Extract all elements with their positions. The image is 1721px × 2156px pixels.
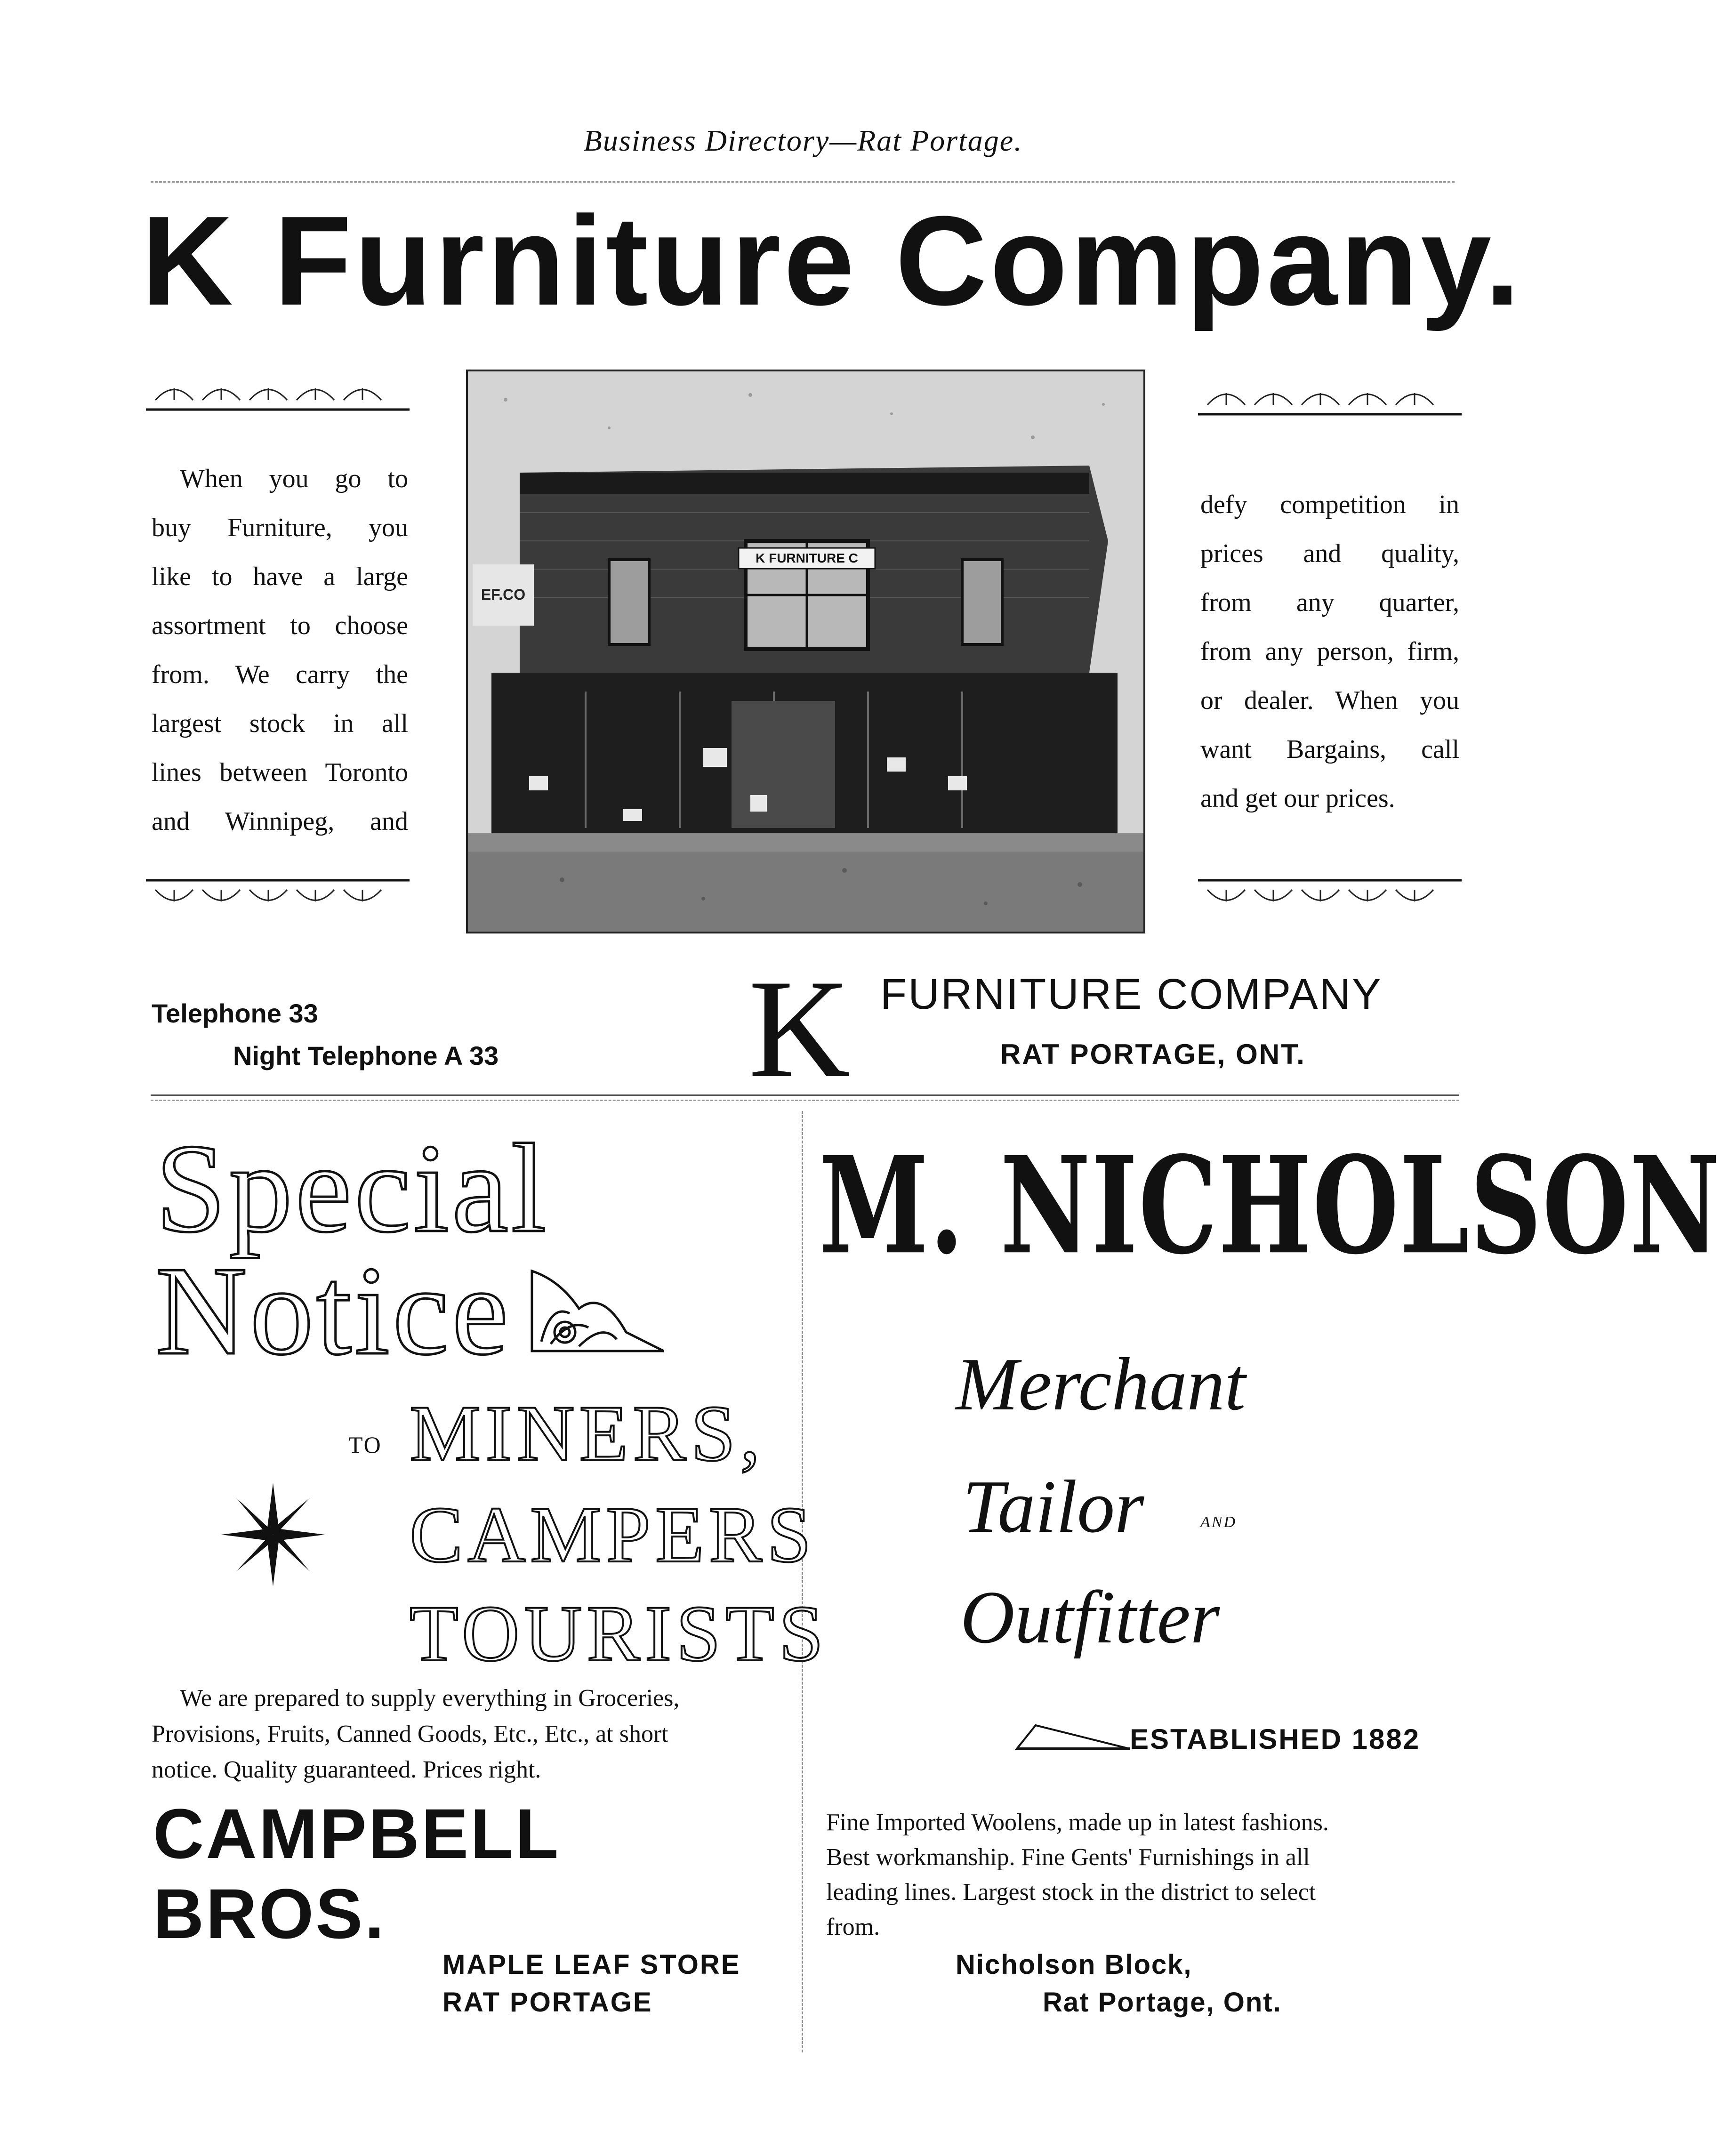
merchant-text: Merchant (956, 1342, 1246, 1426)
furniture-location: RAT PORTAGE, ONT. (1000, 1038, 1306, 1070)
right-text-line: want Bargains, call (1200, 735, 1459, 764)
nicholson-body-line: from. (826, 1914, 880, 1940)
running-head: Business Directory—Rat Portage. (583, 124, 1023, 157)
acanthus-ornament-icon (523, 1262, 673, 1356)
right-text-line: prices and quality, (1200, 539, 1459, 568)
left-bottom-ornament (146, 876, 410, 913)
right-bottom-ornament (1198, 876, 1462, 913)
established-text: ESTABLISHED 1882 (1130, 1723, 1421, 1755)
campbell-body-line: Provisions, Fruits, Canned Goods, Etc., Etc., at short (152, 1721, 668, 1747)
section-rule (151, 1094, 1459, 1096)
section-rule-dashed (151, 1100, 1459, 1101)
notice-heading: Notice (155, 1240, 511, 1381)
outfitter-text: Outfitter (960, 1575, 1220, 1659)
nicholson-address-2: Rat Portage, Ont. (1043, 1987, 1282, 2018)
pennant-icon (1017, 1723, 1130, 1751)
left-text-line: from. We carry the (152, 660, 408, 689)
campers-text: CAMPERS (410, 1490, 816, 1579)
campbell-body-line: notice. Quality guaranteed. Prices right. (152, 1756, 541, 1783)
bros-name: BROS. (153, 1874, 386, 1953)
right-text-line: from any person, firm, (1200, 637, 1459, 666)
tourists-text: TOURISTS (410, 1589, 828, 1678)
left-top-ornament (146, 377, 410, 414)
and-word: AND (1200, 1513, 1237, 1531)
night-telephone: Night Telephone A 33 (233, 1041, 499, 1070)
nicholson-address-1: Nicholson Block, (956, 1949, 1192, 1980)
left-text-line: like to have a large (152, 562, 408, 591)
nicholson-body (826, 1805, 1459, 1945)
star-ornament-icon (221, 1483, 325, 1586)
furniture-company-name: FURNITURE COMPANY (880, 970, 1383, 1018)
maple-leaf-store: MAPLE LEAF STORE (442, 1949, 741, 1980)
campbell-body-line: We are prepared to supply everything in Groceries, (180, 1685, 680, 1712)
left-text-line: and Winnipeg, and (152, 807, 408, 836)
photo-sign-text: K FURNITURE C (756, 551, 858, 565)
right-text-line: defy competition in (1200, 490, 1459, 519)
column-divider (802, 1111, 803, 2052)
left-text-line: When you go to (180, 464, 408, 493)
left-text-line: assortment to choose (152, 611, 408, 640)
furniture-title: K Furniture Company. (141, 190, 1523, 332)
campbell-name: CAMPBELL (153, 1794, 561, 1873)
left-text-line: largest stock in all (152, 709, 408, 738)
to-word: TO (348, 1432, 382, 1458)
right-text-line: from any quarter, (1200, 588, 1459, 617)
special-heading: Special (155, 1118, 549, 1259)
nicholson-body-line: Best workmanship. Fine Gents' Furnishings in all (826, 1844, 1310, 1871)
telephone: Telephone 33 (152, 998, 318, 1028)
nicholson-name: M. NICHOLSON (819, 1127, 1721, 1284)
header-rule (151, 181, 1455, 183)
furniture-right-text (1200, 480, 1459, 823)
k-logo-letter: K (748, 950, 851, 1107)
right-text-line: or dealer. When you (1200, 686, 1459, 715)
campbell-town: RAT PORTAGE (442, 1987, 653, 2018)
miners-text: MINERS, (410, 1389, 765, 1478)
right-top-ornament (1198, 381, 1462, 419)
nicholson-body-line: Fine Imported Woolens, made up in latest fashions. (826, 1809, 1329, 1836)
tailor-text: Tailor (963, 1464, 1144, 1548)
left-text-line: lines between Toronto (152, 758, 408, 787)
photo-side-sign-text: EF.CO (481, 586, 526, 603)
furniture-left-text (152, 454, 408, 846)
campbell-body (152, 1681, 796, 1788)
left-text-line: buy Furniture, you (152, 513, 408, 542)
right-text-line: and get our prices. (1200, 784, 1395, 813)
nicholson-body-line: leading lines. Largest stock in the district to select (826, 1879, 1316, 1906)
store-photo (466, 370, 1145, 933)
